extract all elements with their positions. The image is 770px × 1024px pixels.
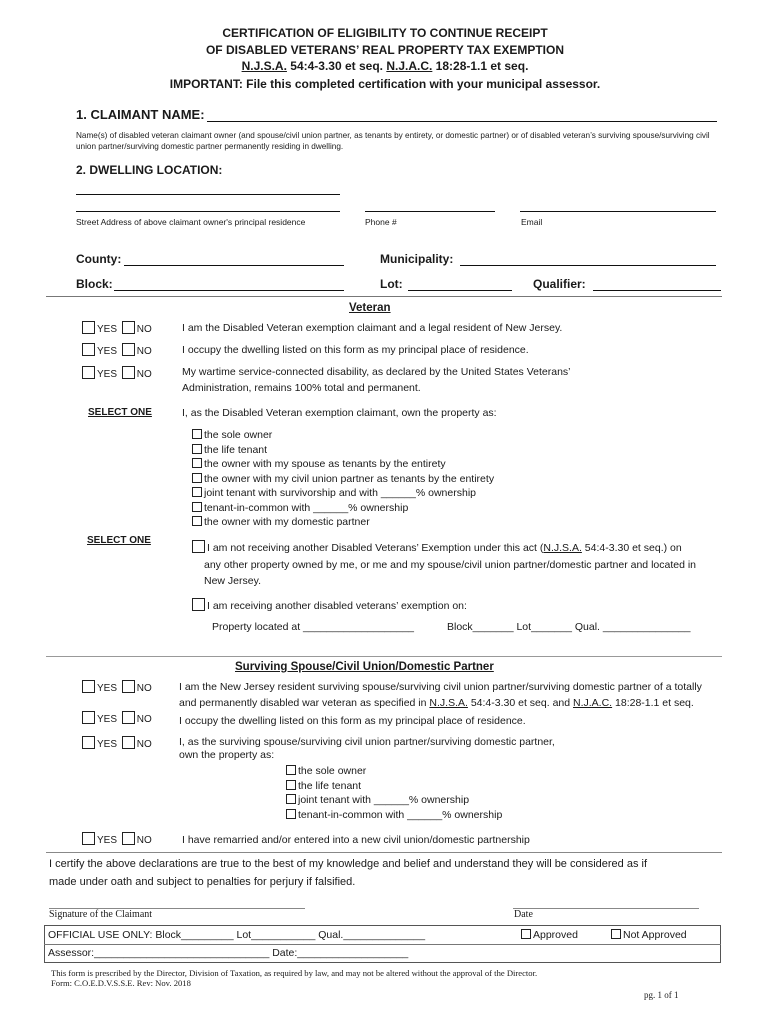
property-located-field[interactable]: Property located at ___________________ — [212, 621, 415, 633]
county-field[interactable] — [124, 265, 344, 266]
veteran-own-options — [192, 428, 494, 530]
option-checkbox[interactable] — [286, 780, 296, 790]
form-title-line-2: OF DISABLED VETERANS’ REAL PROPERTY TAX EXEMPTION — [205, 43, 565, 57]
veteran-q3-no-checkbox[interactable] — [122, 366, 135, 379]
phone-field[interactable] — [365, 211, 495, 212]
option-checkbox[interactable] — [192, 502, 202, 512]
option-checkbox[interactable] — [286, 765, 296, 775]
surviving-q3-no-checkbox[interactable] — [122, 736, 135, 749]
veteran-q2-yes-no: YES NO — [82, 343, 152, 357]
block-lot-qual-field[interactable]: Block_______ Lot_______ Qual. _______________ — [447, 621, 691, 633]
email-caption: Email — [521, 217, 543, 227]
approved-option[interactable]: Approved — [521, 929, 578, 941]
official-use-line[interactable]: OFFICIAL USE ONLY: Block_________ Lot___________ Qual.______________ — [48, 929, 426, 941]
qualifier-label: Qualifier: — [533, 277, 586, 291]
veteran-q1-text: I am the Disabled Veteran exemption claimant and a legal resident of New Jersey. — [182, 322, 563, 334]
veteran-q3-text-1: My wartime service-connected disability, as declared by the United States Veterans’ — [182, 366, 571, 378]
claimant-name-label: 1. CLAIMANT NAME: — [76, 107, 205, 122]
approved-checkbox[interactable] — [521, 929, 531, 939]
njac-cite: N.J.A.C. — [386, 59, 433, 73]
veteran-own-option[interactable]: the owner with my civil union partner as tenants by the entirety — [192, 472, 494, 487]
select-one-label-1: SELECT ONE — [88, 407, 152, 418]
street-address-field-2[interactable] — [76, 211, 340, 212]
veteran-own-option[interactable]: the life tenant — [192, 443, 494, 458]
receiving-checkbox[interactable] — [192, 598, 205, 611]
official-use-divider — [44, 944, 721, 945]
veteran-q3-yes-checkbox[interactable] — [82, 366, 95, 379]
claimant-name-note: Name(s) of disabled veteran claimant owner (and spouse/civil union partner, as tenants by entirety, or domestic partner) or of disabled veteran’s surviving spouse/surviving civil union partner/surviving domestic partner permanently residing in dwelling. — [76, 131, 710, 151]
surviving-q3-text-2: own the property as: — [179, 749, 275, 761]
municipality-label: Municipality: — [380, 252, 454, 266]
surviving-q4-yes-no: YES NO — [82, 832, 152, 846]
surviving-q1-text-1: I am the New Jersey resident surviving spouse/surviving civil union partner/surviving domestic partner of a totally — [179, 681, 702, 693]
dwelling-location-label: 2. DWELLING LOCATION: — [76, 163, 223, 177]
veteran-q3-text-2: Administration, remains 100% total and permanent. — [182, 382, 421, 394]
lot-field[interactable] — [408, 290, 512, 291]
lot-label: Lot: — [380, 277, 403, 291]
veteran-q2-yes-checkbox[interactable] — [82, 343, 95, 356]
option-checkbox[interactable] — [286, 794, 296, 804]
footer-form-id: Form: C.O.E.D.V.S.S.E. Rev: Nov. 2018 — [51, 978, 191, 988]
surviving-q2-text: I occupy the dwelling listed on this form as my principal place of residence. — [179, 715, 526, 727]
section-divider-mid — [46, 656, 722, 657]
statute-citation: N.J.S.A. 54:4-3.30 et seq. N.J.A.C. 18:28-1.1 et seq. — [241, 59, 529, 73]
section-divider-top — [46, 296, 722, 297]
surviving-q3-text-1: I, as the surviving spouse/surviving civil union partner/surviving domestic partner, — [179, 736, 555, 748]
signature-label: Signature of the Claimant — [49, 909, 153, 920]
veteran-heading: Veteran — [349, 302, 391, 314]
receiving-exemption: I am receiving another disabled veterans’ exemption on: — [192, 598, 467, 612]
select-one-label-2: SELECT ONE — [87, 535, 151, 546]
veteran-own-option[interactable]: tenant-in-common with ______% ownership — [192, 501, 494, 516]
surviving-own-option[interactable]: the sole owner — [286, 764, 502, 779]
option-checkbox[interactable] — [192, 429, 202, 439]
veteran-q2-no-checkbox[interactable] — [122, 343, 135, 356]
not-receiving-exemption: I am not receiving another Disabled Veterans’ Exemption under this act (N.J.S.A. 54:4-3.30 et seq.) on any other property owned by me, or me and my spouse/civil union partner/domestic partner and located in New Jersey. — [192, 540, 696, 590]
municipality-field[interactable] — [460, 265, 716, 266]
block-label: Block: — [76, 277, 113, 291]
option-checkbox[interactable] — [192, 458, 202, 468]
surviving-q1-text-2: and permanently disabled war veteran as specified in N.J.S.A. 54:4-3.30 et seq. and N.J.A.C. 18:28-1.1 et seq. — [179, 697, 694, 709]
certify-text-2: made under oath and subject to penalties for perjury if falsified. — [49, 876, 356, 888]
veteran-own-option[interactable]: joint tenant with survivorship and with ______% ownership — [192, 486, 494, 501]
surviving-q1-no-checkbox[interactable] — [122, 680, 135, 693]
surviving-q1-yes-checkbox[interactable] — [82, 680, 95, 693]
date-label: Date — [514, 909, 533, 920]
veteran-q2-text: I occupy the dwelling listed on this form as my principal place of residence. — [182, 344, 529, 356]
surviving-q3-yes-checkbox[interactable] — [82, 736, 95, 749]
street-address-field-1[interactable] — [76, 194, 340, 195]
claimant-name-field[interactable] — [207, 121, 717, 122]
surviving-own-option[interactable]: tenant-in-common with ______% ownership — [286, 808, 502, 823]
veteran-own-option[interactable]: the sole owner — [192, 428, 494, 443]
footer-notice: This form is prescribed by the Director, Division of Taxation, as required by law, and may not be altered without the approval of the Director. — [51, 968, 538, 978]
option-checkbox[interactable] — [192, 444, 202, 454]
not-receiving-checkbox[interactable] — [192, 540, 205, 553]
date-field[interactable] — [513, 908, 699, 909]
veteran-q1-no-checkbox[interactable] — [122, 321, 135, 334]
option-checkbox[interactable] — [192, 473, 202, 483]
veteran-own-option[interactable]: the owner with my spouse as tenants by the entirety — [192, 457, 494, 472]
veteran-own-intro: I, as the Disabled Veteran exemption claimant, own the property as: — [182, 407, 497, 419]
veteran-q3-yes-no: YES NO — [82, 366, 152, 380]
email-field[interactable] — [520, 211, 716, 212]
street-address-caption: Street Address of above claimant owner's principal residence — [76, 217, 306, 227]
surviving-q4-no-checkbox[interactable] — [122, 832, 135, 845]
njsa-cite: N.J.S.A. — [241, 59, 287, 73]
surviving-q3-yes-no: YES NO — [82, 736, 152, 750]
county-label: County: — [76, 252, 122, 266]
surviving-own-option[interactable]: the life tenant — [286, 779, 502, 794]
certify-text-1: I certify the above declarations are true to the best of my knowledge and belief and understand they will be considered as if — [49, 858, 648, 870]
assessor-line[interactable]: Assessor:______________________________ Date:___________________ — [48, 947, 409, 959]
option-checkbox[interactable] — [192, 516, 202, 526]
veteran-q1-yes-checkbox[interactable] — [82, 321, 95, 334]
qualifier-field[interactable] — [593, 290, 721, 291]
option-checkbox[interactable] — [286, 809, 296, 819]
important-note: IMPORTANT: File this completed certification with your municipal assessor. — [169, 77, 601, 91]
not-approved-option[interactable]: Not Approved — [611, 929, 687, 941]
block-field[interactable] — [114, 290, 344, 291]
not-approved-checkbox[interactable] — [611, 929, 621, 939]
surviving-own-option[interactable]: joint tenant with ______% ownership — [286, 793, 502, 808]
veteran-q1-yes-no: YES NO — [82, 321, 152, 335]
option-checkbox[interactable] — [192, 487, 202, 497]
phone-caption: Phone # — [365, 217, 397, 227]
surviving-q4-yes-checkbox[interactable] — [82, 832, 95, 845]
surviving-q4-text: I have remarried and/or entered into a new civil union/domestic partnership — [182, 834, 530, 846]
veteran-own-option[interactable]: the owner with my domestic partner — [192, 515, 494, 530]
section-divider-bottom — [46, 852, 722, 853]
surviving-q2-yes-no: YES NO — [82, 711, 152, 725]
surviving-q2-no-checkbox[interactable] — [122, 711, 135, 724]
surviving-q1-yes-no: YES NO — [82, 680, 152, 694]
surviving-heading: Surviving Spouse/Civil Union/Domestic Partner — [235, 661, 494, 673]
surviving-own-options — [286, 764, 502, 822]
form-title-line-1: CERTIFICATION OF ELIGIBILITY TO CONTINUE RECEIPT — [222, 26, 548, 40]
surviving-q2-yes-checkbox[interactable] — [82, 711, 95, 724]
page-number: pg. 1 of 1 — [644, 990, 679, 1000]
